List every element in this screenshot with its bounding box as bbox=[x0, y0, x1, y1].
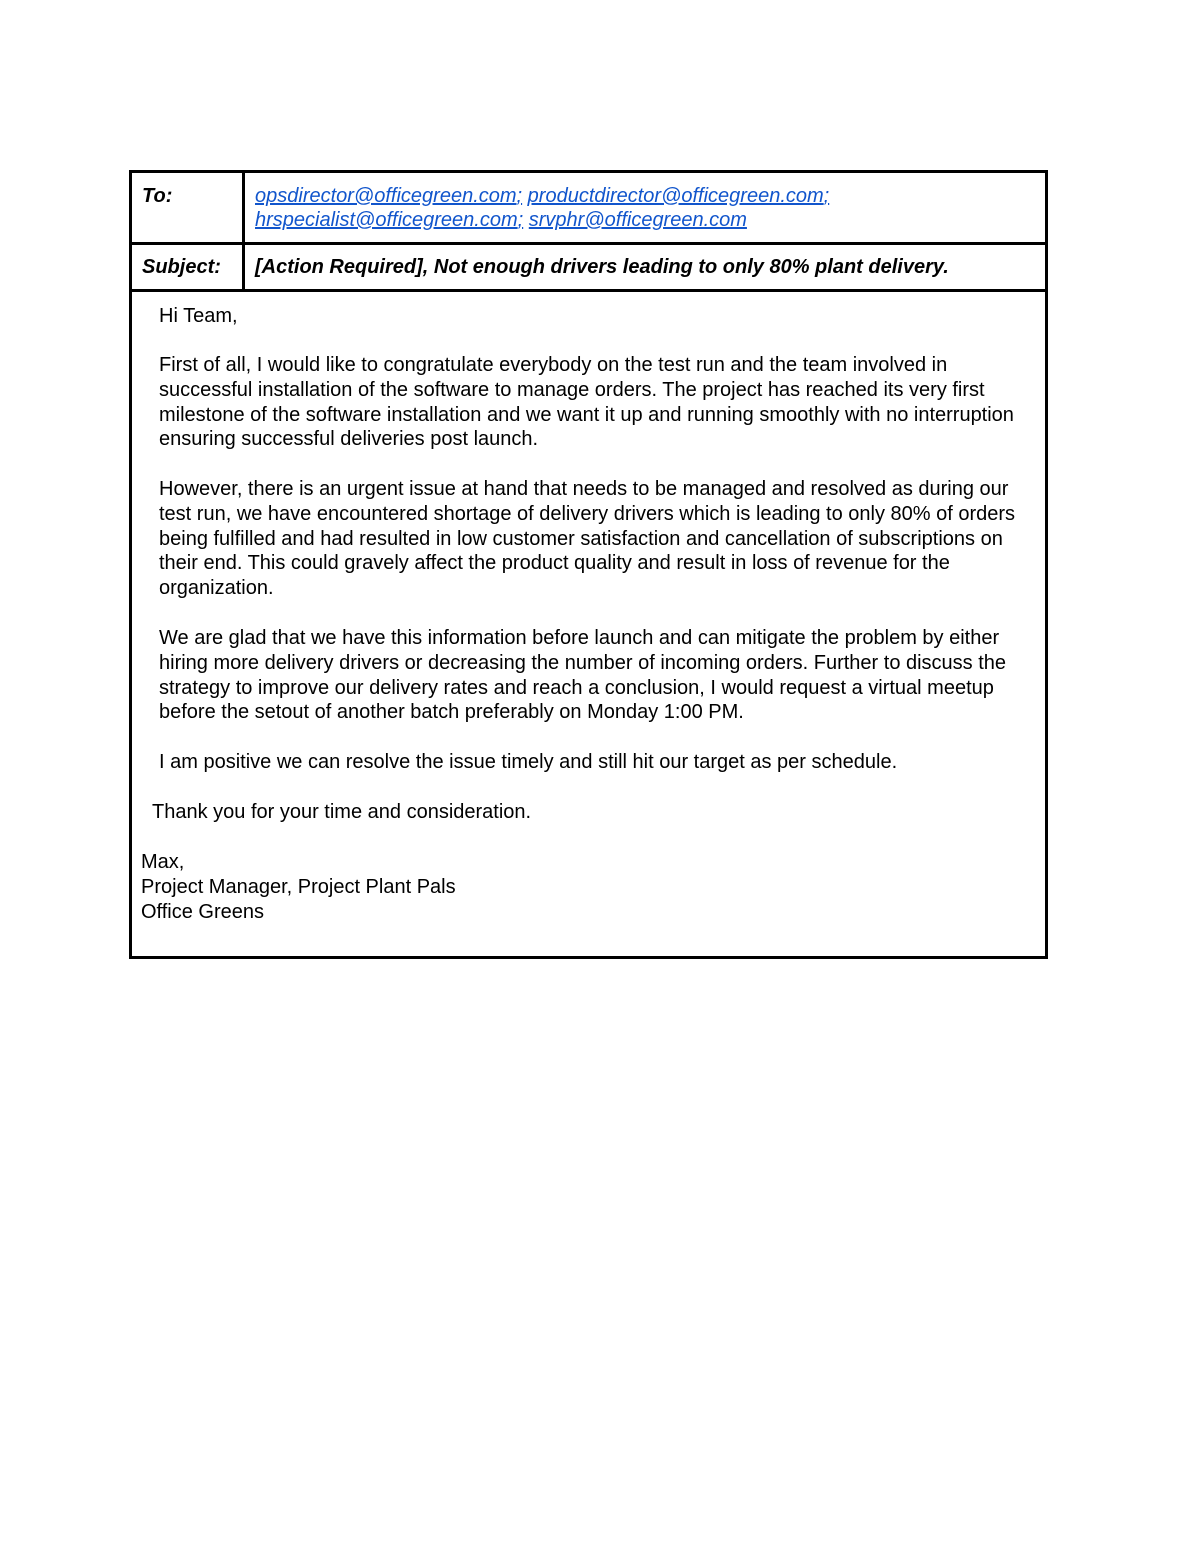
recipient-link-hr[interactable]: hrspecialist@officegreen.com bbox=[255, 209, 518, 231]
recipients-cell bbox=[245, 173, 1045, 242]
greeting: Hi Team, bbox=[159, 305, 238, 327]
subject-cell bbox=[245, 245, 1045, 289]
signature-company: Office Greens bbox=[141, 900, 265, 923]
body-paragraph: However, there is an urgent issue at hand that needs to be managed and resolved as during our test run, we have encountered shortage of delivery drivers which is leading to only 80% of orders being fulfilled and had resulted in low customer satisfaction and cancellation of subscriptions on their end. This could gravely affect the product quality and result in loss of revenue for the organization. bbox=[159, 478, 1016, 600]
recipient-link-srvphr[interactable]: srvphr@officegreen.com bbox=[528, 209, 747, 231]
recipient-separator: ; bbox=[516, 185, 523, 207]
email-table bbox=[129, 170, 1048, 959]
signature-title: Project Manager, Project Plant Pals bbox=[141, 875, 456, 898]
recipient-link-product[interactable]: productdirector@officegreen.com bbox=[527, 185, 824, 207]
subject-row bbox=[132, 245, 1045, 292]
signature-name: Max, bbox=[141, 851, 185, 873]
signature bbox=[141, 850, 456, 924]
recipients-list bbox=[255, 184, 1035, 232]
to-row bbox=[132, 173, 1045, 245]
body-paragraph: I am positive we can resolve the issue timely and still hit our target as per schedule. bbox=[159, 751, 898, 773]
recipient-link-ops[interactable]: opsdirector@officegreen.com bbox=[255, 185, 517, 207]
subject-label: Subject: bbox=[132, 245, 245, 289]
subject-text: [Action Required], Not enough drivers leading to only 80% plant delivery. bbox=[255, 256, 949, 278]
to-label: To: bbox=[132, 173, 245, 242]
body-paragraph: First of all, I would like to congratulate everybody on the test run and the team involved in successful installation of the software to manage orders. The project has reached its very first milestone of the software installation and we want it up and running smoothly with no interruption ensuring successful deliveries post launch. bbox=[159, 354, 1014, 451]
body-paragraph: We are glad that we have this information before launch and can mitigate the problem by either hiring more delivery drivers or decreasing the number of incoming orders. Further to discuss the strategy to improve our delivery rates and reach a conclusion, I would request a virtual meetup before the setout of another batch preferably on Monday 1:00 PM. bbox=[159, 627, 1007, 724]
recipient-separator: ; bbox=[517, 209, 524, 231]
email-body bbox=[132, 292, 1045, 956]
recipient-separator: ; bbox=[823, 185, 830, 207]
closing: Thank you for your time and consideration. bbox=[152, 801, 532, 823]
